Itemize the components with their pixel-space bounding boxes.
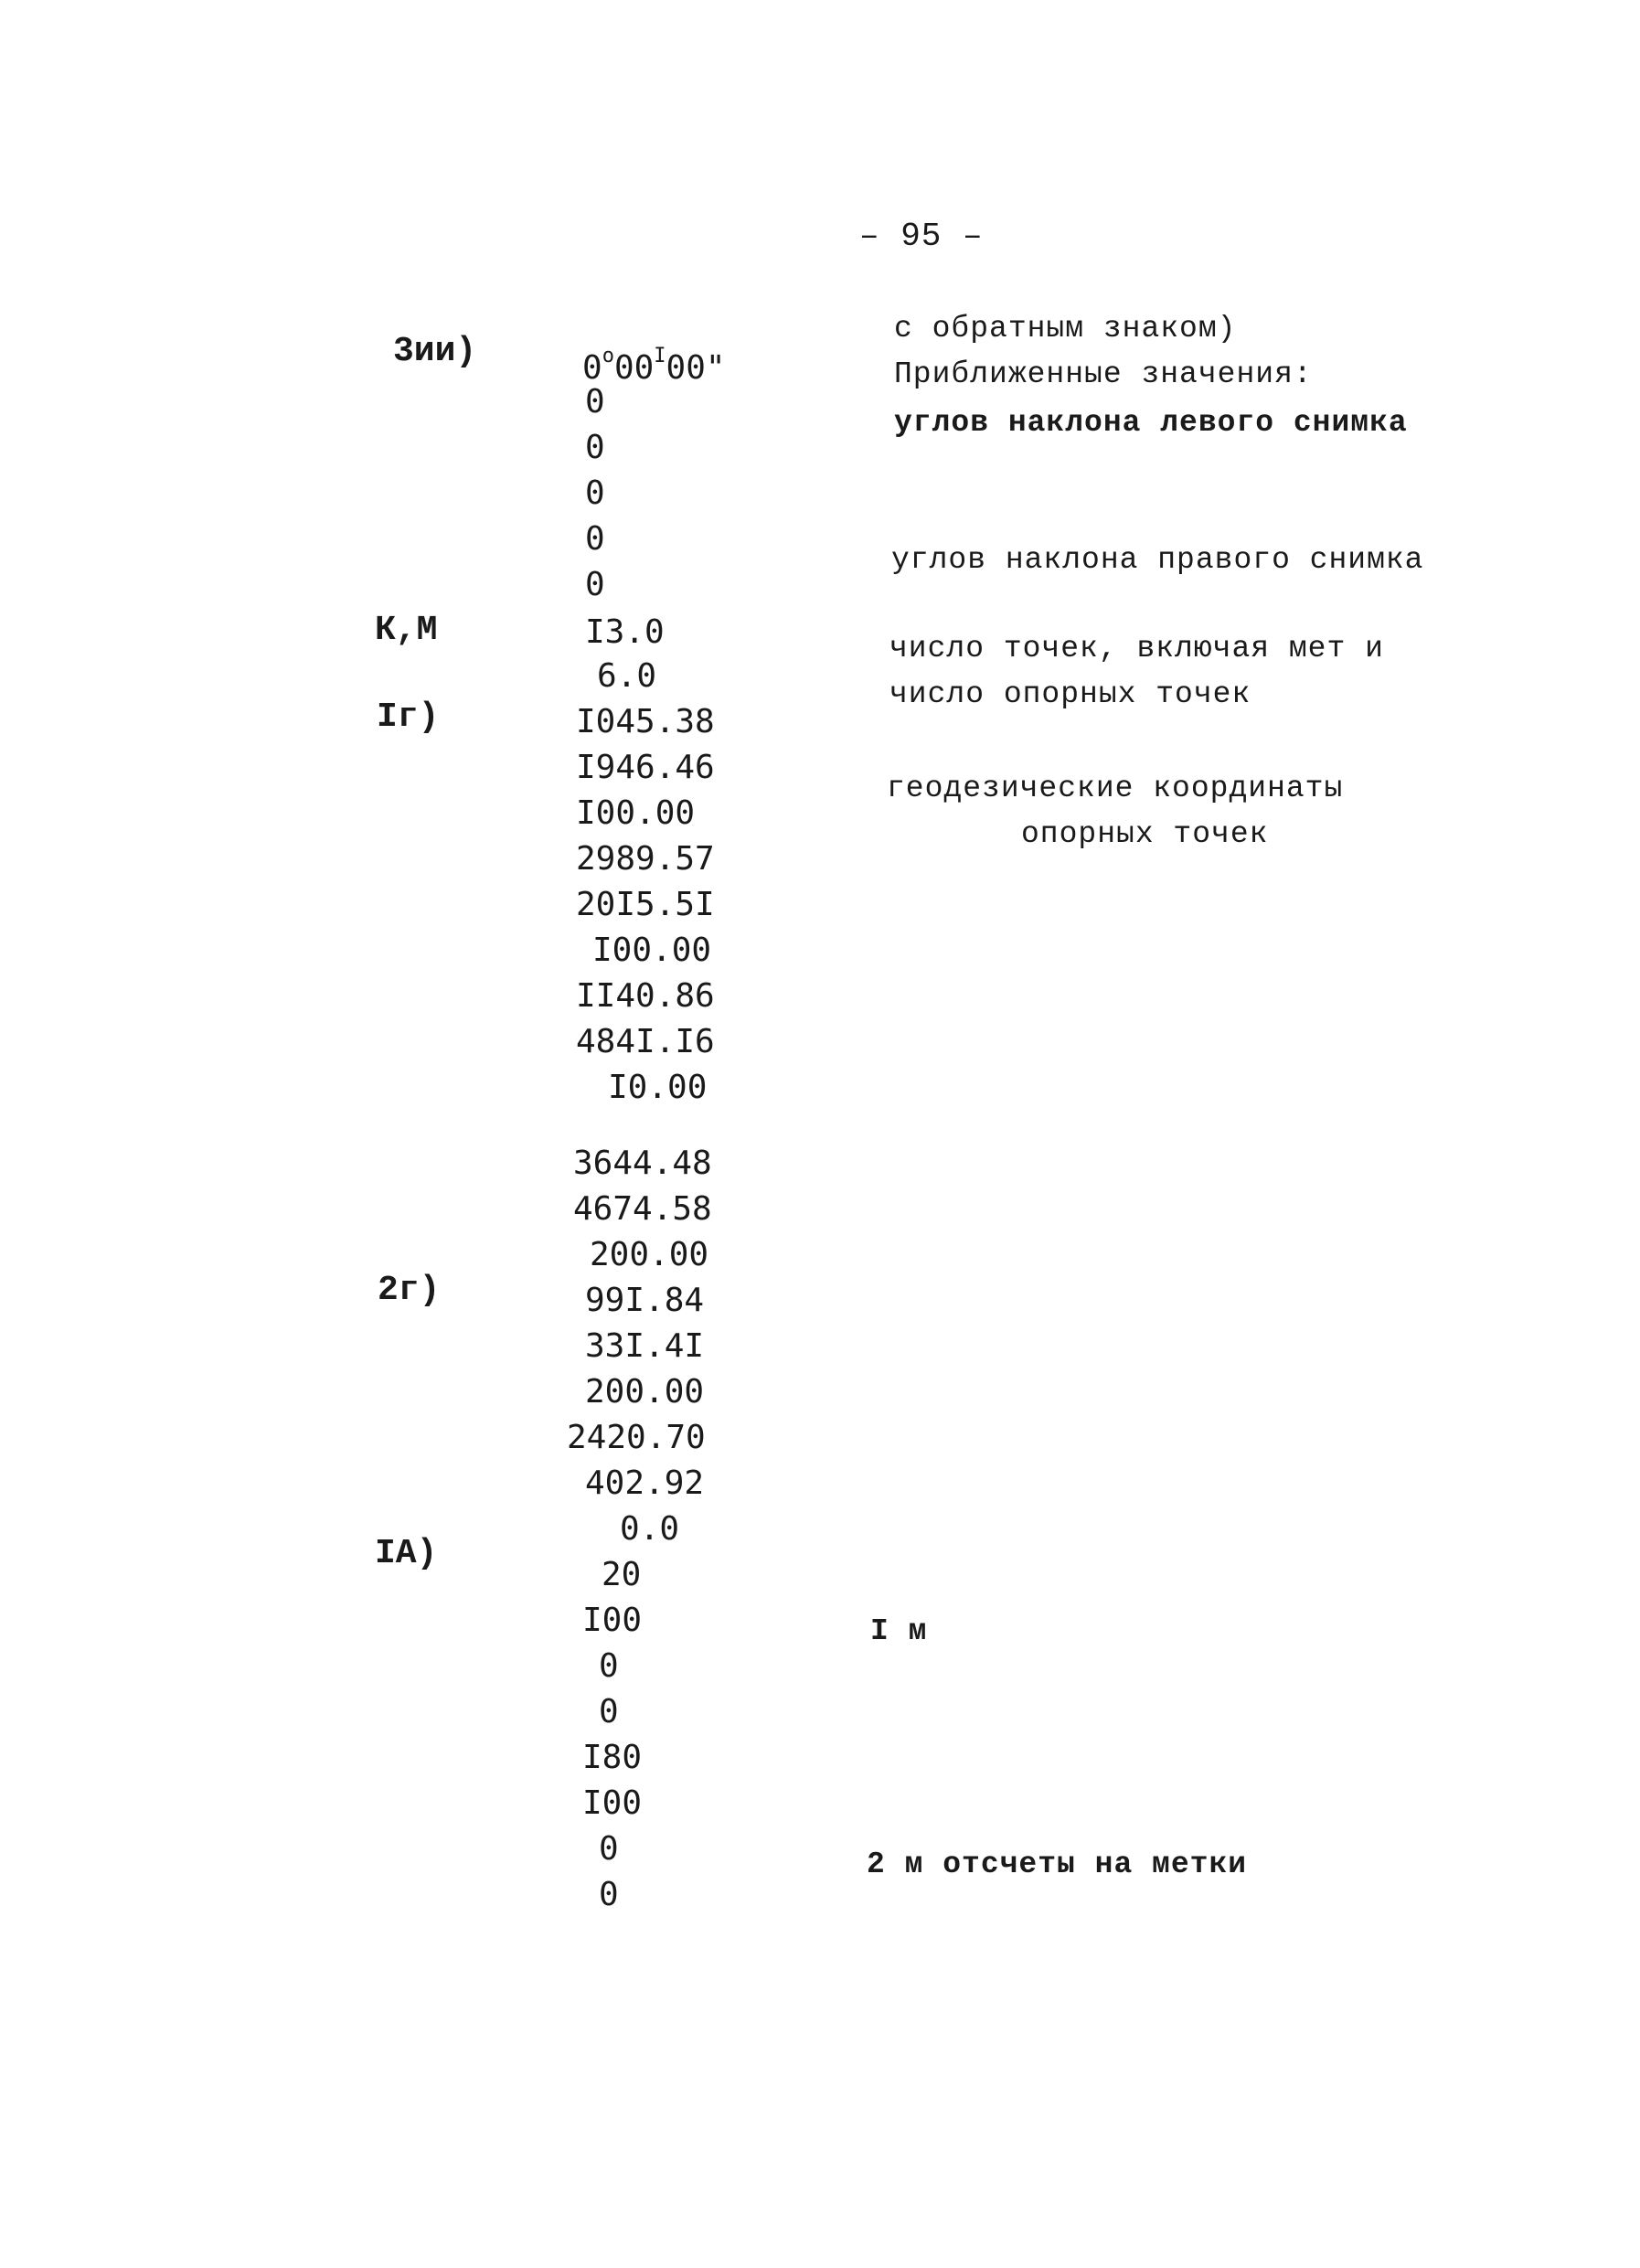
- value-row: 0.0: [620, 1510, 680, 1548]
- angle-min: 00: [613, 349, 655, 387]
- angle-value: [582, 338, 726, 387]
- value-row: 33I.4I: [585, 1327, 705, 1365]
- value-row: I3.0: [585, 613, 665, 651]
- angle-min-mark: I: [654, 345, 666, 367]
- note-text: углов наклона левого снимка: [894, 406, 1408, 440]
- note-text: 2 м отсчеты на метки: [867, 1847, 1248, 1881]
- value-row: 0: [585, 474, 605, 512]
- value-row: I0.00: [608, 1069, 708, 1106]
- note-text: I м: [870, 1614, 928, 1648]
- value-row: 0: [599, 1647, 619, 1685]
- value-row: 3644.48: [573, 1145, 712, 1182]
- label-1a: IA): [375, 1534, 438, 1573]
- value-row: I00: [582, 1602, 643, 1639]
- label-3ii: 3ии): [393, 332, 477, 371]
- value-row: 0: [585, 429, 605, 466]
- value-row: 2420.70: [567, 1419, 706, 1456]
- value-row: I80: [582, 1739, 643, 1776]
- value-row: 4674.58: [573, 1190, 712, 1228]
- value-row: 99I.84: [585, 1282, 705, 1319]
- value-row: 0: [599, 1876, 619, 1913]
- note-text: Приближенные значения:: [894, 357, 1313, 391]
- value-row: 0: [599, 1693, 619, 1730]
- angle-sec: 00": [666, 349, 726, 387]
- value-row: I00.00: [592, 932, 712, 969]
- label-2g: 2г): [378, 1271, 441, 1310]
- value-row: 20: [602, 1556, 642, 1593]
- value-row: I045.38: [576, 703, 715, 740]
- value-row: 2989.57: [576, 840, 715, 878]
- value-row: II40.86: [576, 977, 715, 1015]
- value-row: 402.92: [585, 1464, 705, 1502]
- note-text: углов наклона правого снимка: [891, 543, 1424, 577]
- value-row: 200.00: [590, 1236, 709, 1273]
- label-1g: Iг): [377, 697, 440, 737]
- note-text: число опорных точек: [889, 677, 1251, 711]
- value-row: 484I.I6: [576, 1023, 715, 1060]
- value-row: 20I5.5I: [576, 886, 715, 923]
- note-text: опорных точек: [1021, 817, 1269, 851]
- angle-deg: 0: [582, 349, 602, 387]
- note-text: число точек, включая мет и: [889, 632, 1384, 665]
- page-number: – 95 –: [859, 218, 984, 255]
- value-row: I00.00: [576, 794, 696, 832]
- value-row: 6.0: [597, 657, 657, 695]
- value-row: I946.46: [576, 749, 715, 786]
- value-row: 0: [585, 520, 605, 558]
- angle-deg-mark: o: [602, 345, 614, 367]
- value-row: 0: [585, 383, 605, 421]
- value-row: 0: [585, 566, 605, 603]
- value-row: 0: [599, 1830, 619, 1868]
- note-text: с обратным знаком): [894, 312, 1237, 346]
- value-row: 200.00: [585, 1373, 705, 1411]
- label-km: К,М: [375, 611, 438, 650]
- note-text: геодезические координаты: [887, 772, 1344, 805]
- value-row: I00: [582, 1784, 643, 1822]
